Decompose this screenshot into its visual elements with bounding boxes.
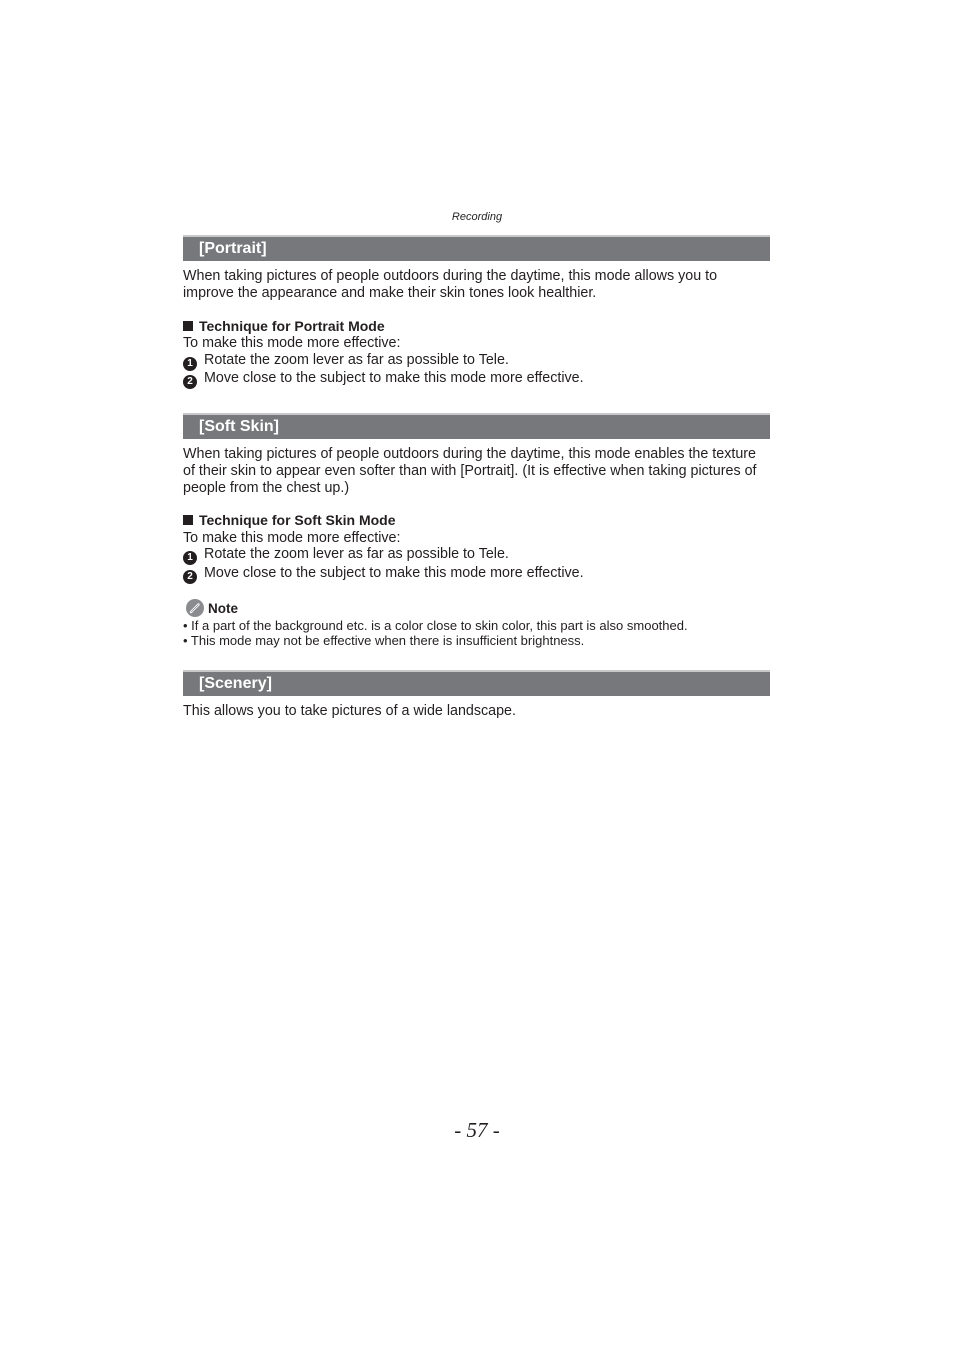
note-label: Note	[208, 601, 238, 616]
step-number-icon: 2	[183, 375, 197, 389]
page-number: - 57 -	[454, 1118, 500, 1142]
square-bullet-icon	[183, 515, 193, 525]
step-item: 1 Rotate the zoom lever as far as possible to Tele.	[183, 546, 509, 565]
section-body: This allows you to take pictures of a wide landscape.	[183, 703, 516, 719]
technique-intro: To make this mode more effective:	[183, 530, 401, 546]
technique-heading: Technique for Portrait Mode	[183, 318, 385, 334]
step-number-icon: 1	[183, 551, 197, 565]
step-item: 1 Rotate the zoom lever as far as possible to Tele.	[183, 352, 509, 371]
step-item: 2 Move close to the subject to make this mode more effective.	[183, 565, 584, 584]
section-title: [Portrait]	[199, 240, 267, 257]
square-bullet-icon	[183, 321, 193, 331]
step-item: 2 Move close to the subject to make this mode more effective.	[183, 370, 584, 389]
technique-heading: Technique for Soft Skin Mode	[183, 512, 396, 528]
section-title: [Soft Skin]	[199, 418, 279, 435]
pencil-note-icon	[186, 599, 204, 617]
section-header-portrait	[183, 235, 770, 261]
step-number-icon: 1	[183, 357, 197, 371]
section-body: When taking pictures of people outdoors during the daytime, this mode allows you to improve the appearance and make their skin tones look healthier.	[183, 268, 718, 301]
section-title: [Scenery]	[199, 675, 272, 692]
technique-intro: To make this mode more effective:	[183, 335, 401, 351]
note-bullet: • This mode may not be effective when there is insufficient brightness.	[183, 633, 585, 648]
section-header-scenery	[183, 670, 770, 696]
section-body: When taking pictures of people outdoors during the daytime, this mode enables the texture of their skin to appear even softer than with [Portrait]. (It is effective when taking pictures of people from the chest up.)	[183, 446, 757, 496]
running-head: Recording	[451, 211, 503, 223]
step-number-icon: 2	[183, 570, 197, 584]
note-bullet: • If a part of the background etc. is a color close to skin color, this part is also smoothed.	[183, 618, 688, 633]
section-header-soft-skin	[183, 413, 770, 439]
